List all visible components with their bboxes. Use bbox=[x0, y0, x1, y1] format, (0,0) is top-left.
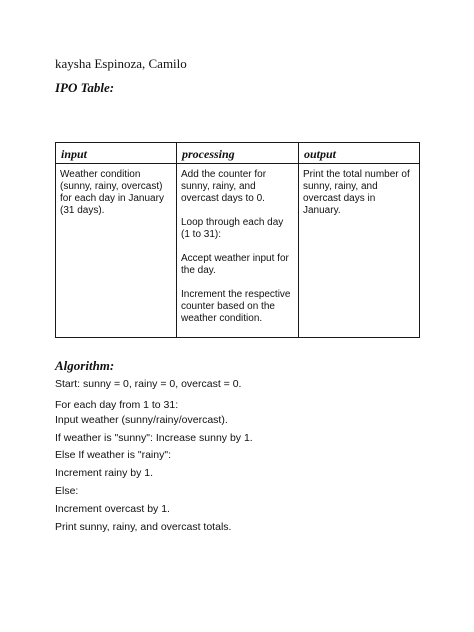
algorithm-line: Else: bbox=[55, 485, 79, 497]
ipo-table-title: IPO Table: bbox=[55, 80, 115, 95]
processing-step: Add the counter for sunny, rainy, and overcast days to 0. bbox=[181, 169, 267, 204]
algorithm-title: Algorithm: bbox=[55, 358, 115, 373]
algorithm-line: Increment rainy by 1. bbox=[55, 467, 154, 479]
ipo-output-cell bbox=[299, 164, 420, 338]
ipo-header-row bbox=[56, 143, 420, 164]
author-names: kaysha Espinoza, Camilo bbox=[55, 56, 187, 71]
algorithm-line: Increment overcast by 1. bbox=[55, 503, 170, 515]
processing-step: Increment the respective counter based on the weather condition. bbox=[181, 289, 291, 324]
ipo-processing-cell bbox=[177, 164, 299, 338]
ipo-header-processing: processing bbox=[177, 143, 299, 164]
ipo-output-text: Print the total number of sunny, rainy, and overcast days in January. bbox=[303, 169, 410, 216]
algorithm-line: Else If weather is "rainy": bbox=[55, 449, 171, 461]
processing-step: Accept weather input for the day. bbox=[181, 253, 289, 276]
processing-step: Loop through each day (1 to 31): bbox=[181, 217, 284, 240]
algorithm-line: For each day from 1 to 31: bbox=[55, 399, 179, 411]
algorithm-line: Start: sunny = 0, rainy = 0, overcast = 0. bbox=[55, 378, 242, 390]
algorithm-line: Print sunny, rainy, and overcast totals. bbox=[55, 521, 232, 533]
ipo-body-row bbox=[56, 164, 420, 338]
ipo-header-input: input bbox=[56, 143, 177, 164]
ipo-table bbox=[55, 142, 420, 338]
ipo-header-output: output bbox=[299, 143, 420, 164]
ipo-input-text: Weather condition (sunny, rainy, overcast) for each day in January (31 days). bbox=[60, 169, 164, 216]
algorithm-line: Input weather (sunny/rainy/overcast). bbox=[55, 414, 228, 426]
algorithm-line: If weather is "sunny": Increase sunny by 1. bbox=[55, 432, 253, 444]
ipo-input-cell bbox=[56, 164, 177, 338]
